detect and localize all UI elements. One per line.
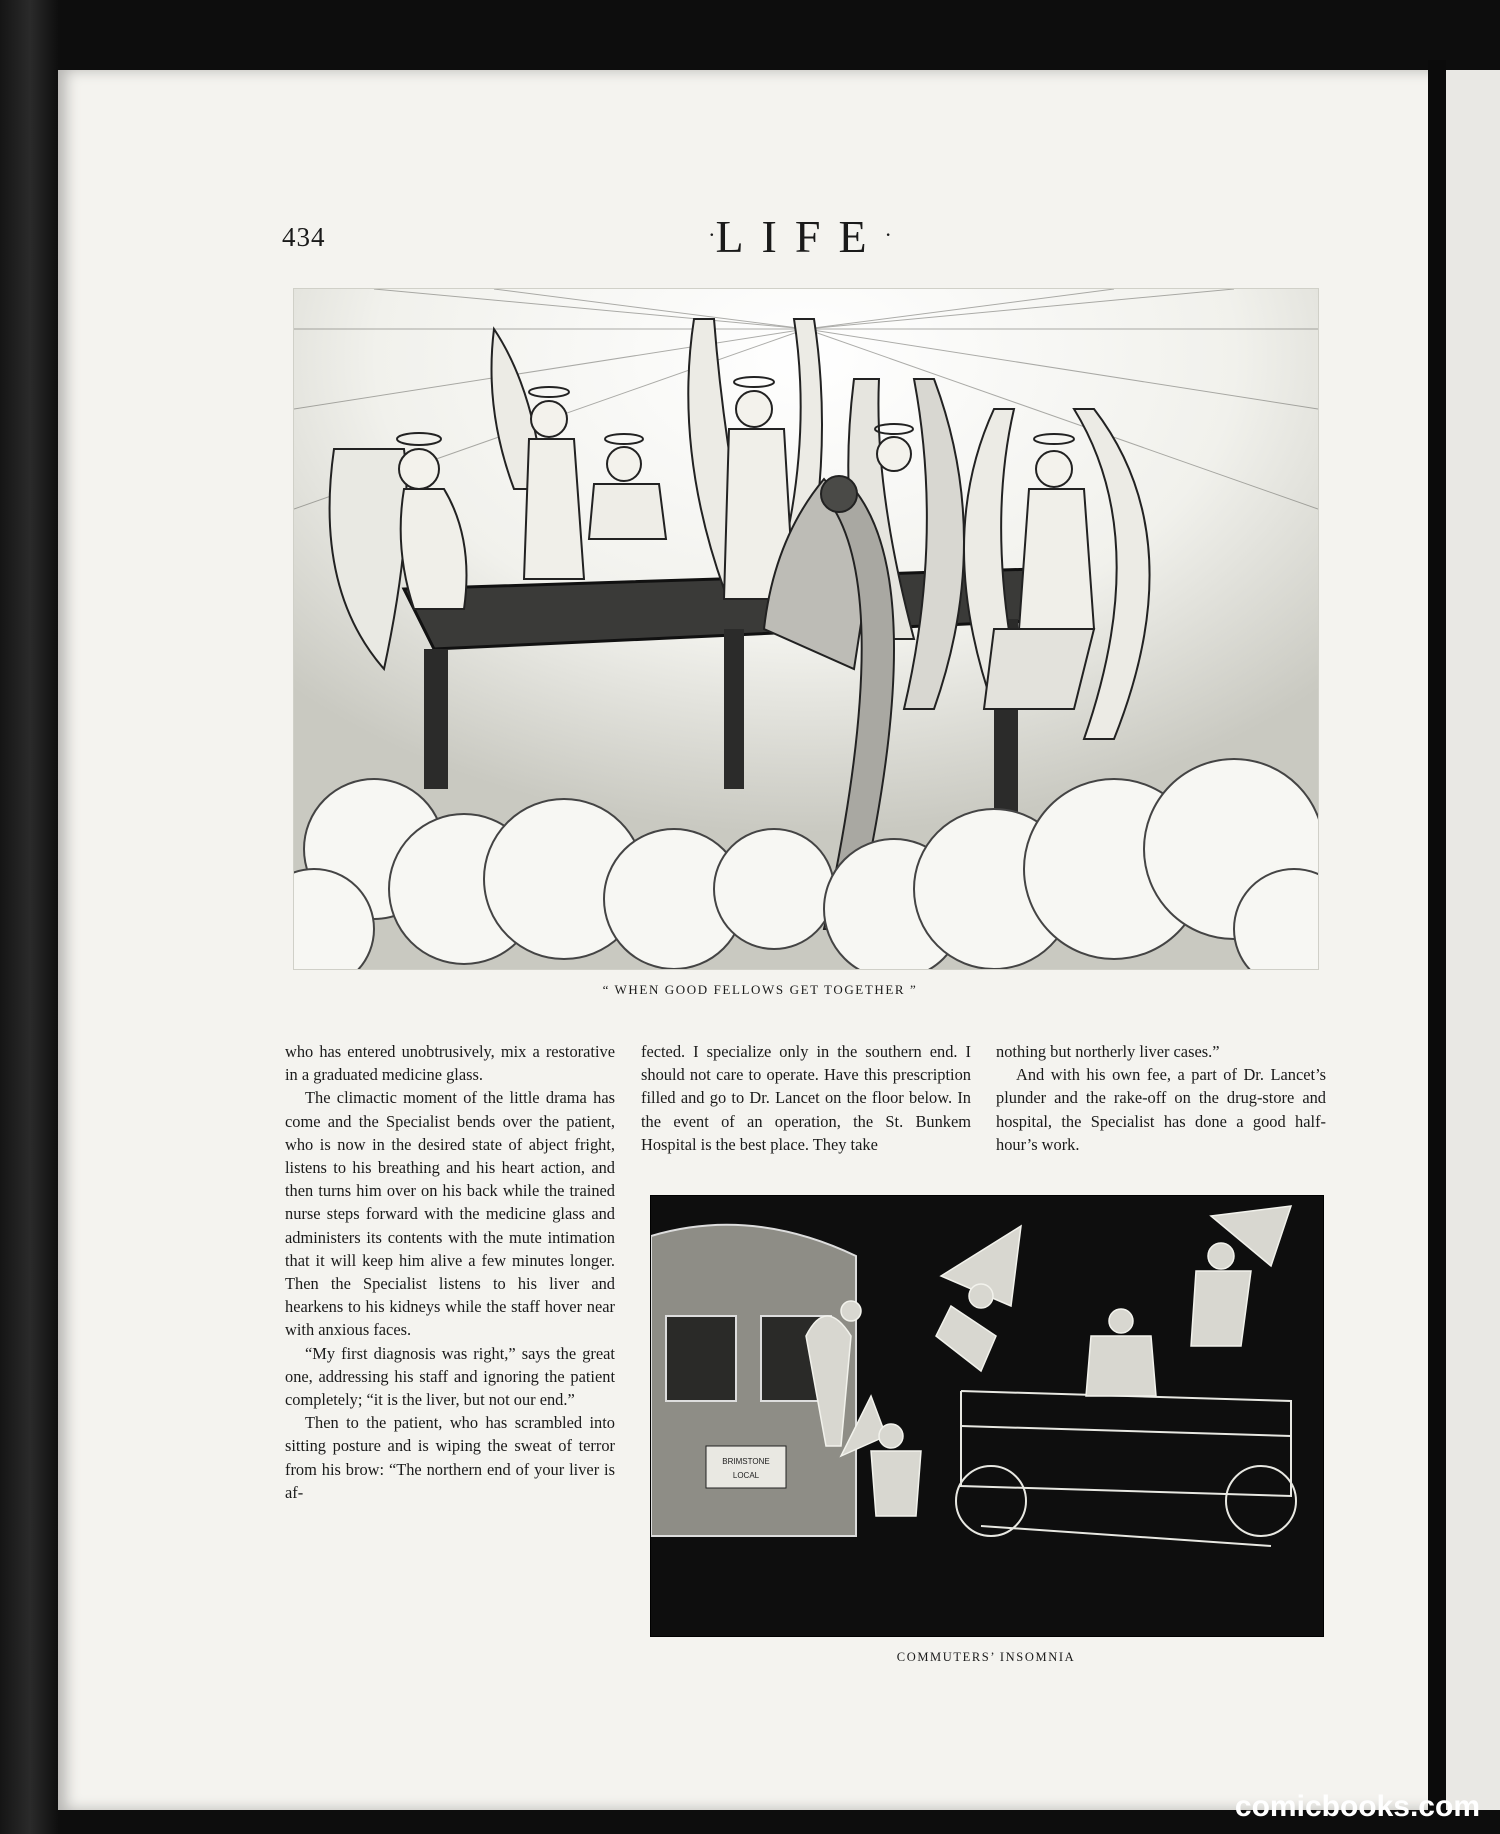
- col1-para-2: The climactic moment of the little drama has come and the Specialist bends over the patient, who is now in the desired state of abject fright, listens to his breathing and his heart action, and then turns him over on his back while the trained nurse steps forward with the medicine glass and administers its contents with the mute intimation that it will keep him alive a few minutes longer. Then the Specialist listens to his liver and hearkens to his kidneys while the staff hover near with anxious faces.: [285, 1088, 615, 1340]
- masthead-left-mark: ·: [708, 222, 716, 247]
- masthead-right-mark: ·: [884, 222, 892, 247]
- col2-para-1: fected. I specialize only in the southern end. I should not care to operate. Have this prescription filled and go to Dr. Lancet on the floor below. In the event of an operation, the St. Bunkem Hospital is the best place. They take: [641, 1042, 971, 1154]
- angels-drawing: [294, 289, 1318, 969]
- cartoon-devils-illustration: [650, 1195, 1324, 1637]
- col3-para-1: nothing but northerly liver cases.”: [996, 1042, 1220, 1061]
- masthead: [690, 210, 910, 263]
- article-column-3: [996, 1040, 1326, 1156]
- facing-page-edge: [1446, 70, 1500, 1810]
- col1-para-1: who has entered unobtrusively, mix a restorative in a graduated medicine glass.: [285, 1042, 615, 1085]
- col3-para-2: And with his own fee, a part of Dr. Lancet’s plunder and the rake-off on the drug-store and hospital, the Specialist has done a good half-hour’s work.: [996, 1065, 1326, 1154]
- col1-para-3: “My first diagnosis was right,” says the great one, addressing his staff and ignoring the patient completely; “it is the liver, but not our end.”: [285, 1343, 615, 1410]
- cartoon-angels-illustration: [293, 288, 1319, 970]
- svg-text:LOCAL: LOCAL: [732, 1471, 760, 1480]
- car-sign-text: BRIMSTONE: [722, 1457, 770, 1466]
- article-column-2: [641, 1040, 971, 1156]
- page-gutter: [1428, 60, 1446, 1820]
- col1-para-4: Then to the patient, who has scrambled into sitting posture and is wiping the sweat of terror from his brow: “The northern end of your liver is af-: [285, 1413, 615, 1502]
- page-number: 434: [282, 222, 326, 252]
- site-watermark: comicbooks.com: [1234, 1790, 1480, 1823]
- masthead-title: LIFE: [715, 211, 885, 262]
- top-cartoon-caption: “ WHEN GOOD FELLOWS GET TOGETHER ”: [602, 982, 918, 997]
- devils-drawing: [651, 1196, 1323, 1636]
- article-column-1: [285, 1040, 615, 1504]
- bottom-cartoon-caption: COMMUTERS’ INSOMNIA: [896, 1650, 1076, 1664]
